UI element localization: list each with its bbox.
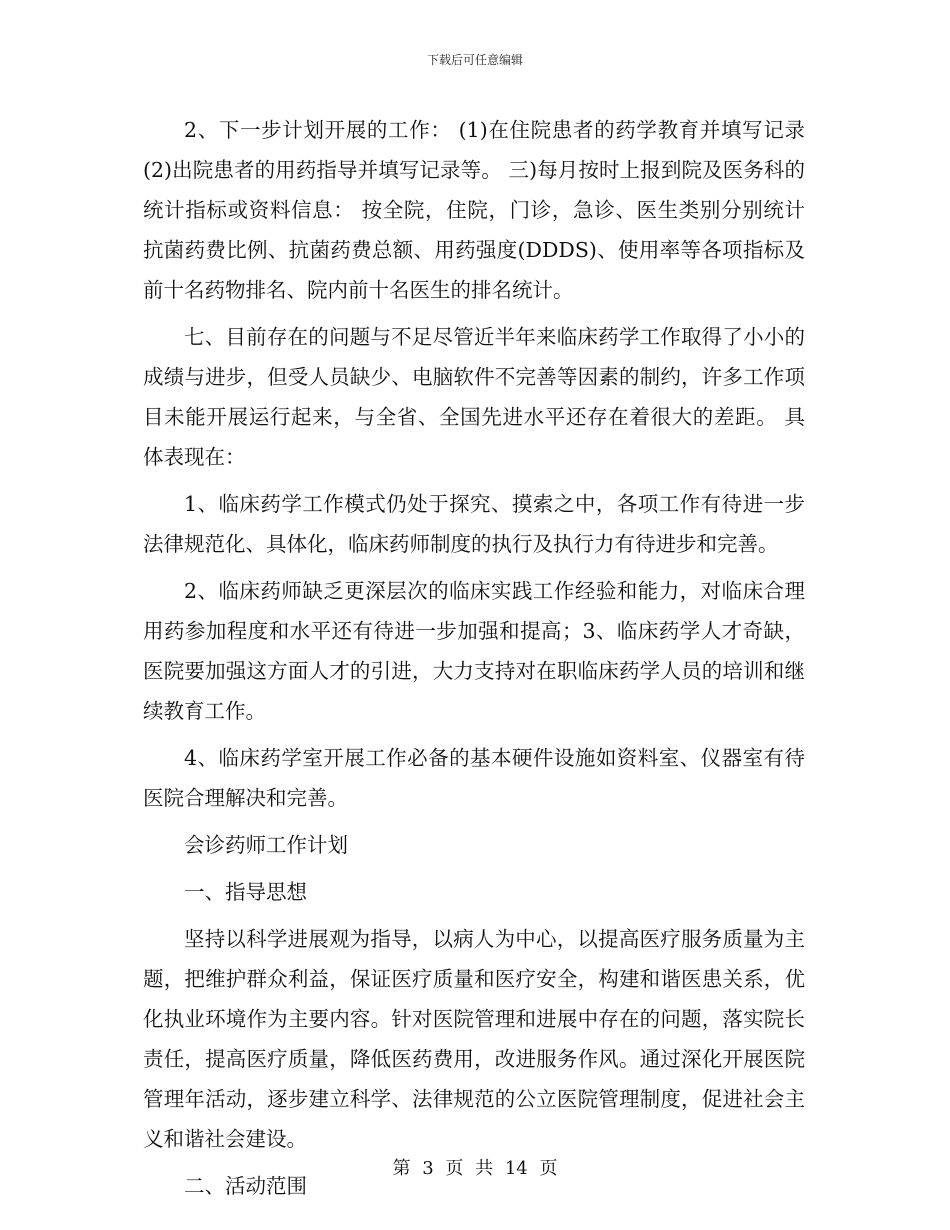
paragraph-next-plan: 2、下一步计划开展的工作： (1)在住院患者的药学教育并填写记录 (2)出院患者的用药指导并填写记录等。 三)每月按时上报到院及医务科的统计指标或资料信息： 按全院，住院，门诊，急诊、医生类别分别统计抗菌药费比例、抗菌药费总额、用药强度(DDDS)、使用率等各项指标及前十名药物排名、院内前十名医生的排名统计。: [143, 118, 805, 302]
paragraph-item-1: 1、临床药学工作模式仍处于探究、摸索之中，各项工作有待进一步法律规范化、具体化，临床药师制度的执行及执行力有待进步和完善。: [143, 492, 805, 556]
paragraph-problems: 七、目前存在的问题与不足尽管近半年来临床药学工作取得了小小的成绩与进步，但受人员缺少、电脑软件不完善等因素的制约，许多工作项目未能开展运行起来，与全省、全国先进水平还存在着很大的差距。 具体表现在：: [143, 325, 805, 469]
paragraph-item-4: 4、临床药学室开展工作必备的基本硬件设施如资料室、仪器室有待医院合理解决和完善。: [143, 746, 805, 810]
section-title: 会诊药师工作计划: [184, 833, 348, 857]
page-number: 第 3 页 共 14 页: [392, 1158, 558, 1179]
paragraph-guiding-thought: 坚持以科学进展观为指导，以病人为中心，以提高医疗服务质量为主题，把维护群众利益，保证医疗质量和医疗安全，构建和谐医患关系，优化执业环境作为主要内容。针对医院管理和进展中存在的问题，落实院长责任，提高医疗质量，降低医药费用，改进服务作风。通过深化开展医院管理年活动，逐步建立科学、法律规范的公立医院管理制度，促进社会主义和谐社会建设。: [143, 927, 805, 1151]
paragraph-item-2: 2、临床药师缺乏更深层次的临床实践工作经验和能力，对临床合理用药参加程度和水平还有待进一步加强和提高；3、临床药学人才奇缺，医院要加强这方面人才的引进，大力支持对在职临床药学人员的培训和继续教育工作。: [143, 579, 805, 723]
page-header: 下载后可任意编辑: [426, 53, 523, 67]
section-heading-scope: 二、活动范围: [184, 1174, 307, 1198]
document-body: [143, 110, 805, 1213]
section-heading-guiding-thought: 一、指导思想: [184, 880, 307, 904]
